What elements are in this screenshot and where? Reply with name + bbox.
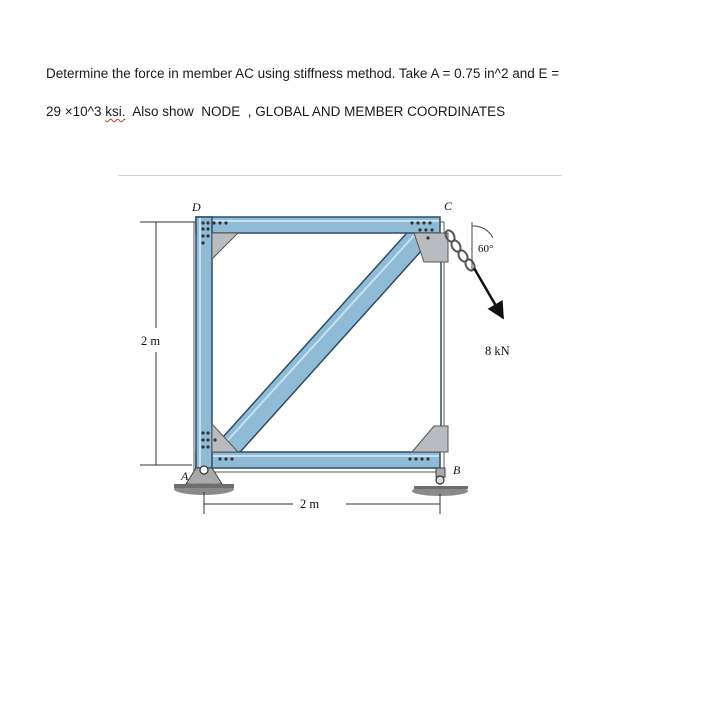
node-label-D: D [192, 200, 201, 214]
height-label: 2 m [141, 334, 161, 348]
question-modulus-text: 29 ×10^3 [46, 104, 106, 119]
member-AC [214, 225, 432, 461]
node-label-C: C [444, 199, 453, 213]
width-dimension [204, 492, 440, 514]
member-DC [196, 217, 440, 233]
angle-arc [472, 226, 493, 238]
node-label-B: B [453, 463, 461, 477]
load-label: 8 kN [485, 344, 510, 358]
ksi-unit: ksi. [105, 104, 126, 119]
member-AD [196, 217, 212, 468]
angle-label: 60° [478, 243, 494, 255]
question-instructions: Also show NODE , GLOBAL AND MEMBER COORDINATES [125, 104, 506, 119]
width-label: 2 m [300, 497, 320, 511]
question-line-1: Determine the force in member AC using stiffness method. Take A = 0.75 in^2 and E = [46, 66, 560, 81]
node-label-A: A [181, 469, 189, 483]
load-arrow [474, 268, 503, 318]
